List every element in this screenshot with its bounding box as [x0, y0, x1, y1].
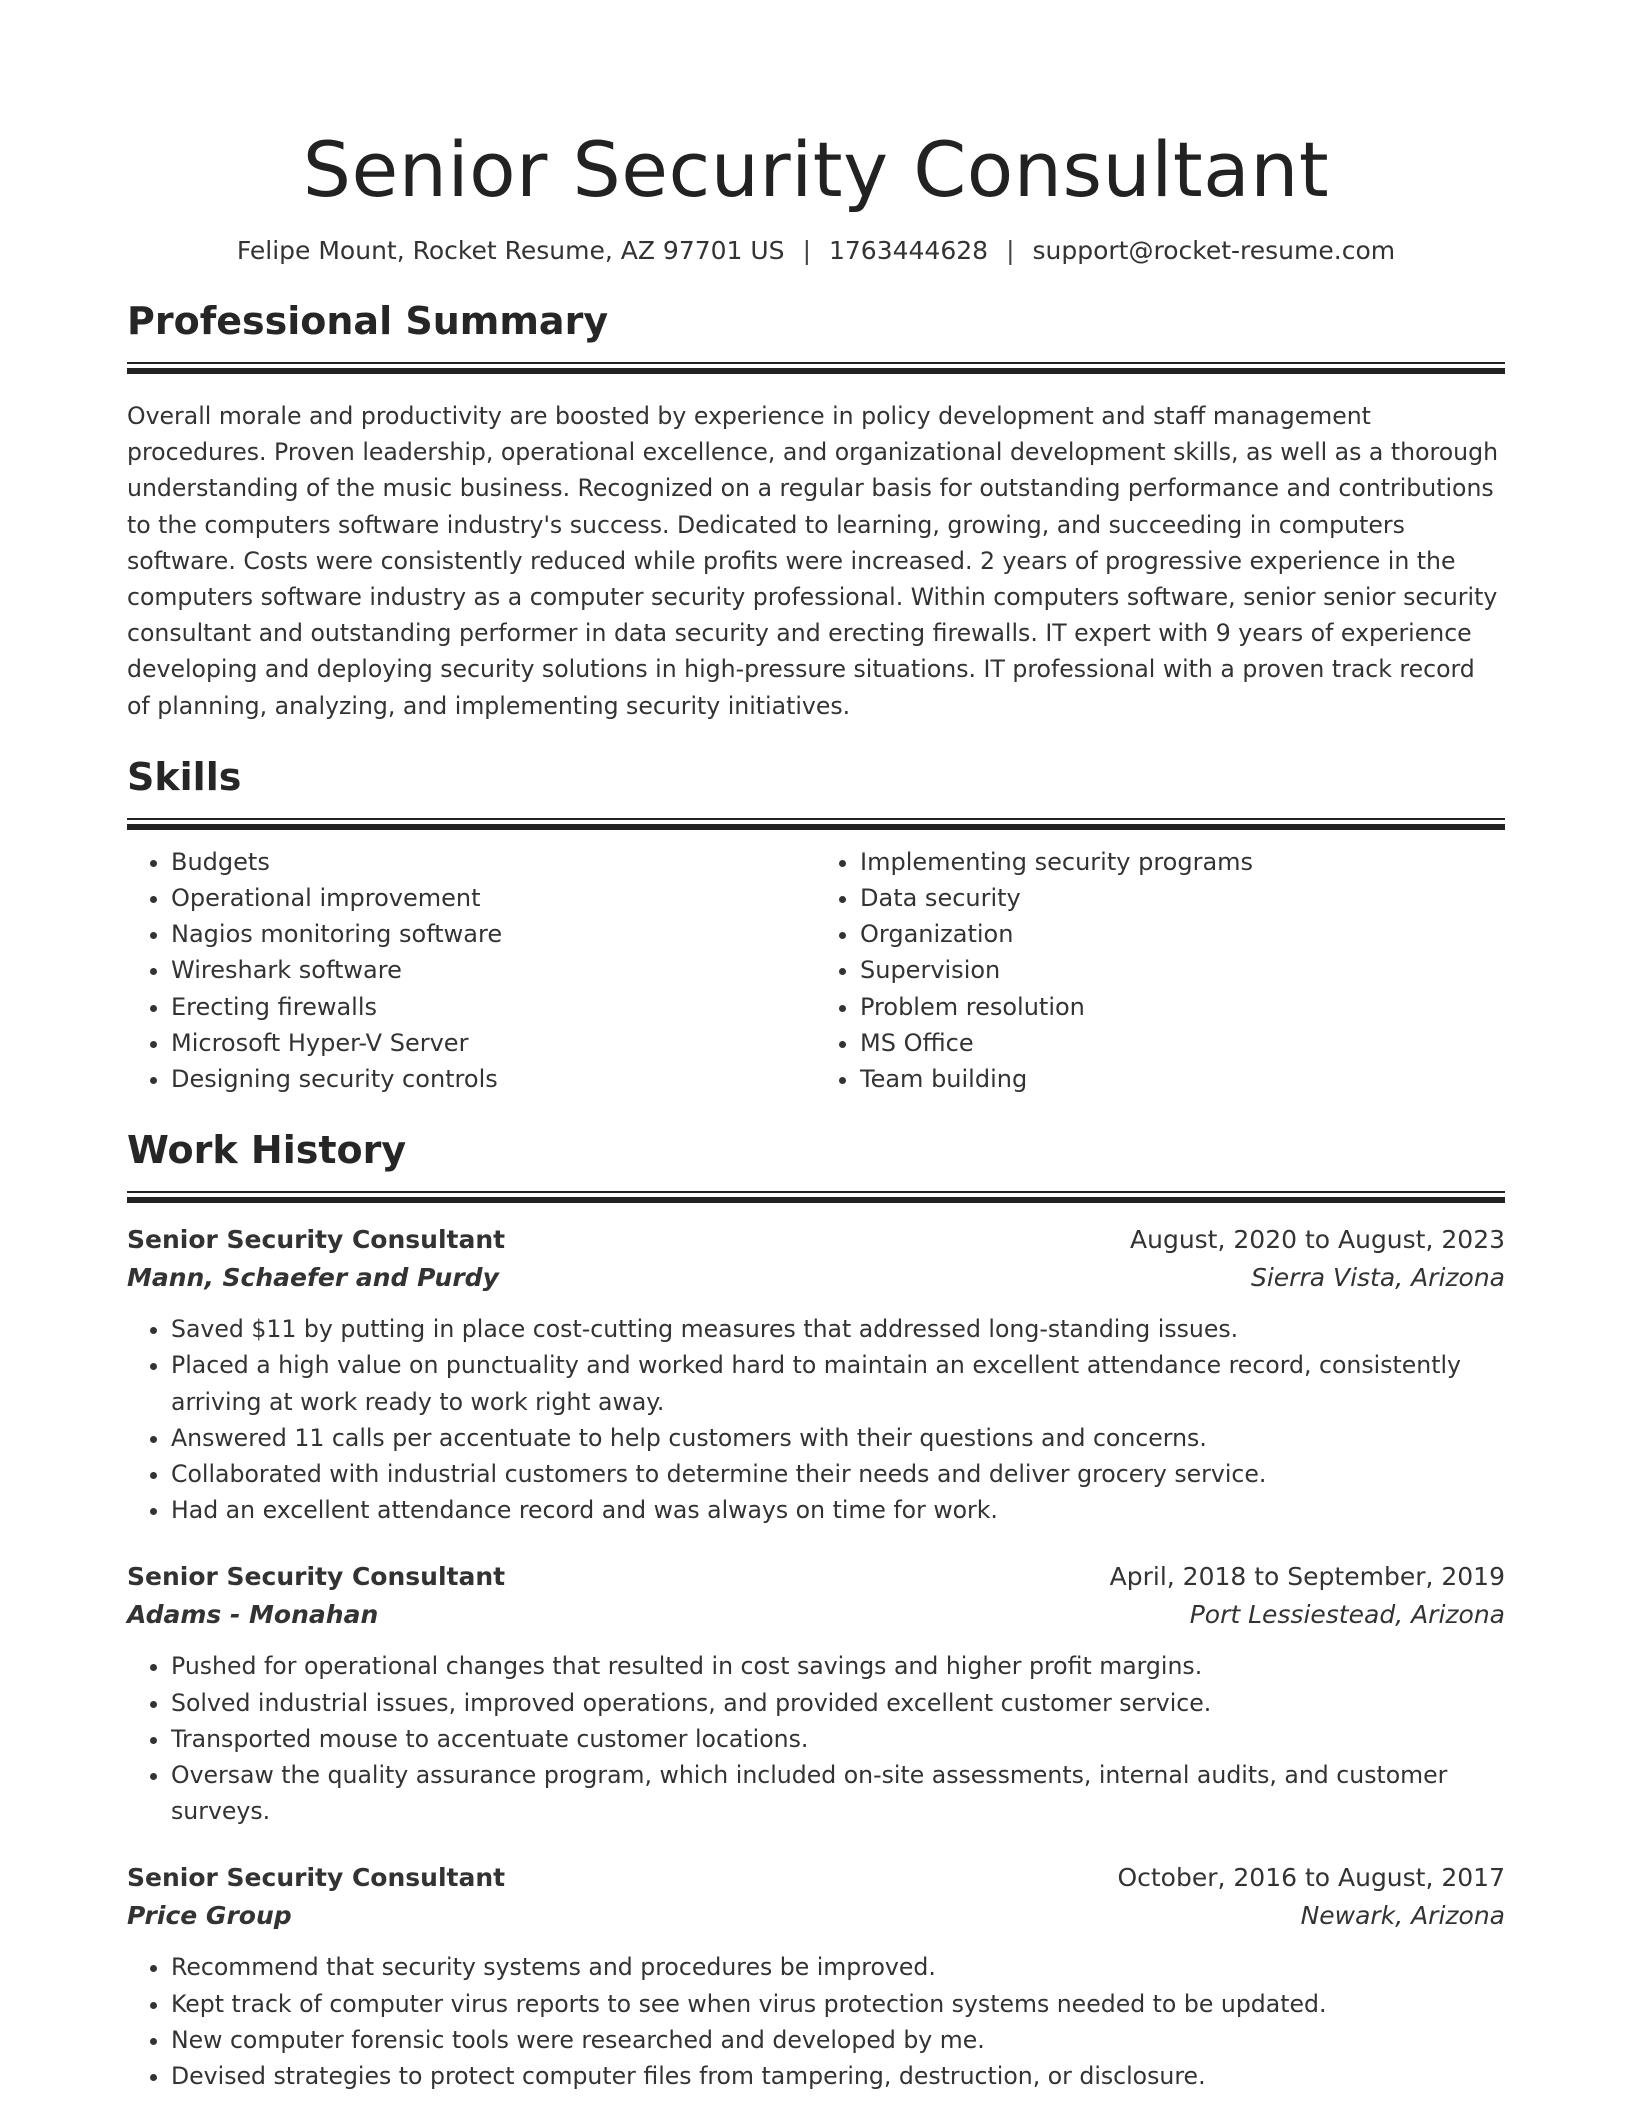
job-bullet: • Solved industrial issues, improved operations, and provided excellent customer service. — [171, 1685, 1505, 1721]
job-dates: October, 2016 to August, 2017 — [1117, 1863, 1505, 1893]
skill-item: • Team building — [860, 1061, 1505, 1097]
job-company: Price Group — [127, 1901, 292, 1931]
job-location: Port Lessiestead, Arizona — [1189, 1600, 1505, 1630]
job-location: Sierra Vista, Arizona — [1250, 1263, 1505, 1293]
skills-list-right — [816, 844, 1505, 1097]
job-bullet: • Oversaw the quality assurance program, which included on-site assessments, internal audits, and customer surveys. — [171, 1757, 1505, 1829]
contact-separator: | — [802, 236, 811, 265]
skill-item: • Nagios monitoring software — [171, 916, 816, 952]
job-bullets — [127, 1949, 1505, 2094]
contact-separator: | — [1006, 236, 1015, 265]
skills-list-left — [127, 844, 816, 1097]
job-bullet: • Devised strategies to protect computer files from tampering, destruction, or disclosure. — [171, 2058, 1505, 2094]
skill-item: • Organization — [860, 916, 1505, 952]
summary-heading: Professional Summary — [127, 299, 609, 343]
job-bullet: • Recommend that security systems and procedures be improved. — [171, 1949, 1505, 1985]
summary-section — [127, 296, 1505, 724]
job-company-row — [127, 1596, 1505, 1634]
skill-item: • Problem resolution — [860, 989, 1505, 1025]
summary-text: Overall morale and productivity are boosted by experience in policy development and staff management procedures. Proven leadership, operational excellence, and organizational development skills, as well as a thorough understanding of the music business. Recognized on a regular basis for outstanding performance and contributions to the computers software industry's success. Dedicated to learning, growing, and succeeding in computers software. Costs were consistently reduced while profits were increased. 2 years of progressive experience in the computers software industry as a computer security professional. Within computers software, senior senior security consultant and outstanding performer in data security and erecting firewalls. IT expert with 9 years of experience developing and deploying security solutions in high-pressure situations. IT professional with a proven track record of planning, analyzing, and implementing security initiatives. — [127, 402, 1499, 720]
job-bullets — [127, 1311, 1505, 1528]
section-divider — [127, 1191, 1505, 1193]
contact-phone: 1763444628 — [829, 236, 989, 265]
job-entry — [127, 1859, 1505, 2094]
skill-item: • Designing security controls — [171, 1061, 816, 1097]
skill-item: • Budgets — [171, 844, 816, 880]
skill-item: • Microsoft Hyper-V Server — [171, 1025, 816, 1061]
section-divider — [127, 362, 1505, 364]
job-bullet: • Collaborated with industrial customers to determine their needs and deliver grocery service. — [171, 1456, 1505, 1492]
section-divider — [127, 818, 1505, 820]
contact-address: Felipe Mount, Rocket Resume, AZ 97701 US — [236, 236, 785, 265]
job-bullets — [127, 1648, 1505, 1829]
job-header-row — [127, 1859, 1505, 1897]
job-location: Newark, Arizona — [1300, 1901, 1505, 1931]
job-entry — [127, 1221, 1505, 1528]
skills-columns — [127, 844, 1505, 1097]
contact-email: support@rocket-resume.com — [1032, 236, 1396, 265]
job-dates: August, 2020 to August, 2023 — [1130, 1225, 1505, 1255]
skill-item: • Supervision — [860, 952, 1505, 988]
job-dates: April, 2018 to September, 2019 — [1109, 1562, 1505, 1592]
job-bullet: • Placed a high value on punctuality and worked hard to maintain an excellent attendance record, consistently arriving at work ready to work right away. — [171, 1347, 1505, 1419]
job-company-row — [127, 1897, 1505, 1935]
skill-item: • Wireshark software — [171, 952, 816, 988]
resume-title: Senior Security Consultant — [302, 125, 1330, 214]
job-bullet: • New computer forensic tools were researched and developed by me. — [171, 2022, 1505, 2058]
work-section — [127, 1125, 1505, 2094]
job-bullet: • Saved $11 by putting in place cost-cutting measures that addressed long-standing issues. — [171, 1311, 1505, 1347]
job-bullet: • Transported mouse to accentuate customer locations. — [171, 1721, 1505, 1757]
skills-section — [127, 752, 1505, 1097]
job-bullet: • Had an excellent attendance record and was always on time for work. — [171, 1492, 1505, 1528]
job-title: Senior Security Consultant — [127, 1225, 506, 1255]
job-header-row — [127, 1558, 1505, 1596]
job-company: Mann, Schaefer and Purdy — [127, 1263, 499, 1293]
job-title: Senior Security Consultant — [127, 1562, 506, 1592]
skill-item: • Operational improvement — [171, 880, 816, 916]
job-company-row — [127, 1259, 1505, 1297]
job-bullet: • Kept track of computer virus reports to see when virus protection systems needed to be updated. — [171, 1986, 1505, 2022]
job-title: Senior Security Consultant — [127, 1863, 506, 1893]
skill-item: • Implementing security programs — [860, 844, 1505, 880]
job-bullet: • Answered 11 calls per accentuate to help customers with their questions and concerns. — [171, 1420, 1505, 1456]
skill-item: • MS Office — [860, 1025, 1505, 1061]
contact-line — [127, 234, 1505, 268]
skill-item: • Erecting firewalls — [171, 989, 816, 1025]
skill-item: • Data security — [860, 880, 1505, 916]
work-heading: Work History — [127, 1128, 407, 1173]
skills-heading: Skills — [127, 754, 242, 799]
job-bullet: • Pushed for operational changes that resulted in cost savings and higher profit margins. — [171, 1648, 1505, 1684]
job-entry — [127, 1558, 1505, 1829]
job-header-row — [127, 1221, 1505, 1259]
job-company: Adams - Monahan — [127, 1600, 379, 1630]
